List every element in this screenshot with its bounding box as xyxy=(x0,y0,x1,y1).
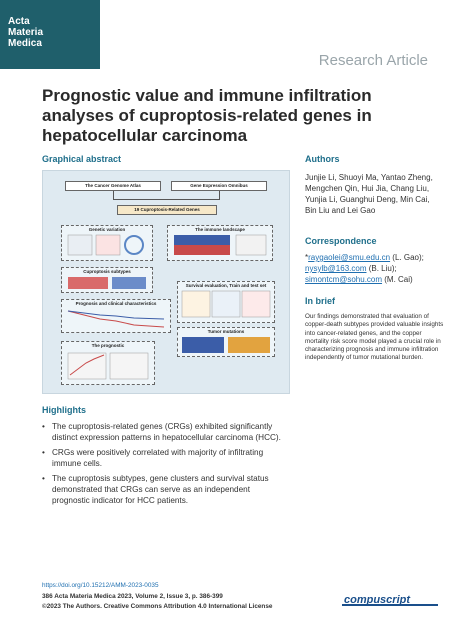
highlight-item: • The cuproptosis-related genes (CRGs) exhibited significantly distinct expression patterns in hepatocellular carcinoma (HCC). xyxy=(42,421,282,443)
correspondence-author: (M. Cai) xyxy=(382,275,413,284)
correspondence-entry xyxy=(305,274,445,285)
ga-subtypes-label: Cuproptosis subtypes xyxy=(83,269,131,274)
correspondence-heading: Correspondence xyxy=(305,236,377,246)
authors-heading: Authors xyxy=(305,154,340,164)
article-type: Research Article xyxy=(318,52,428,69)
ga-tumor-box xyxy=(177,327,275,357)
ga-tcga-box: The Cancer Genome Atlas xyxy=(65,181,161,191)
ga-prognostic-plot xyxy=(64,349,152,383)
ga-survival-label: Survival evaluation, Train and test set xyxy=(185,283,267,288)
highlight-item: • CRGs were positively correlated with majority of infiltrating immune cells. xyxy=(42,447,282,469)
ga-genetic-label: Genetic variation xyxy=(88,227,126,232)
ga-arrow xyxy=(113,199,220,200)
ga-tumor-plot xyxy=(180,335,272,355)
ga-prognosis-label: Prognosis and clinical characteristics xyxy=(75,301,157,306)
ga-survival-box xyxy=(177,281,275,323)
email-link[interactable]: simontcm@sohu.com xyxy=(305,275,383,284)
author-list: Junjie Li, Shuoyi Ma, Yantao Zheng, Mengchen Qin, Hui Jia, Chang Liu, Yunjia Li, Guanghui Deng, Min Cai, Bin Liu and Lei Gao xyxy=(305,173,433,215)
in-brief-text: Our findings demonstrated that evaluation of copper-death subtypes provided valuable insights into cancer-related genes, and the copper mortality risk score model played a crucial role in characterizing prognosis and immune infiltration independently of tumor mutational burden. xyxy=(305,313,444,362)
ga-immune-box xyxy=(167,225,273,261)
ga-arrow xyxy=(113,191,114,199)
paper-title: Prognostic value and immune infiltration analyses of cuproptosis-related genes in hepatocellular carcinoma xyxy=(42,86,372,145)
journal-name-line: Materia xyxy=(8,27,44,38)
correspondence-author: (L. Gao); xyxy=(390,253,424,262)
email-link[interactable]: nysylb@163.com xyxy=(305,264,367,273)
graphical-abstract-figure xyxy=(42,170,290,394)
correspondence-prefix: * xyxy=(305,253,309,262)
footer-citation: 386 Acta Materia Medica 2023, Volume 2, Issue 3, p. 386-399 xyxy=(42,593,223,600)
ga-immune-label: The immune landscape xyxy=(195,227,245,232)
ga-prognosis-box xyxy=(61,299,171,333)
highlight-item: • The cuproptosis subtypes, gene clusters and survival status demonstrated that CRGs can serve as an independent prognostic indicator for HCC patients. xyxy=(42,473,282,506)
ga-prognosis-plot xyxy=(64,307,168,331)
journal-name-line: Medica xyxy=(8,38,42,49)
correspondence-author: (B. Liu); xyxy=(366,264,397,273)
highlights-list xyxy=(42,421,282,510)
ga-prognostic-box xyxy=(61,341,155,385)
ga-immune-plot xyxy=(170,233,270,259)
highlights-heading: Highlights xyxy=(42,405,86,415)
ga-subtypes-box xyxy=(61,267,153,293)
journal-logo xyxy=(0,0,100,69)
correspondence-entry xyxy=(305,263,445,274)
ga-subtypes-plot xyxy=(64,275,150,291)
ga-prognostic-label: The prognostic xyxy=(91,343,125,348)
ga-genetic-plot xyxy=(64,233,150,259)
correspondence-entry xyxy=(305,252,445,263)
doi-link[interactable]: https://doi.org/10.15212/AMM-2023-0035 xyxy=(42,582,159,589)
ga-arrow xyxy=(219,191,220,199)
in-brief-heading: In brief xyxy=(305,296,336,306)
svg-text:compuscript: compuscript xyxy=(344,594,411,606)
publisher-logo xyxy=(342,592,438,610)
correspondence-list xyxy=(305,252,445,285)
footer-license: ©2023 The Authors. Creative Commons Attribution 4.0 International License xyxy=(42,603,273,610)
journal-name-line: Acta xyxy=(8,16,30,27)
ga-crg-box: 19 Cuproptosis-Related Genes xyxy=(117,205,217,215)
graphical-abstract-heading: Graphical abstract xyxy=(42,154,122,164)
ga-survival-plot xyxy=(180,289,272,321)
ga-geo-box: Gene Expression Omnibus xyxy=(171,181,267,191)
ga-genetic-box xyxy=(61,225,153,261)
ga-tumor-label: Tumor mutations xyxy=(207,329,245,334)
email-link[interactable]: raygaolei@smu.edu.cn xyxy=(308,253,391,262)
